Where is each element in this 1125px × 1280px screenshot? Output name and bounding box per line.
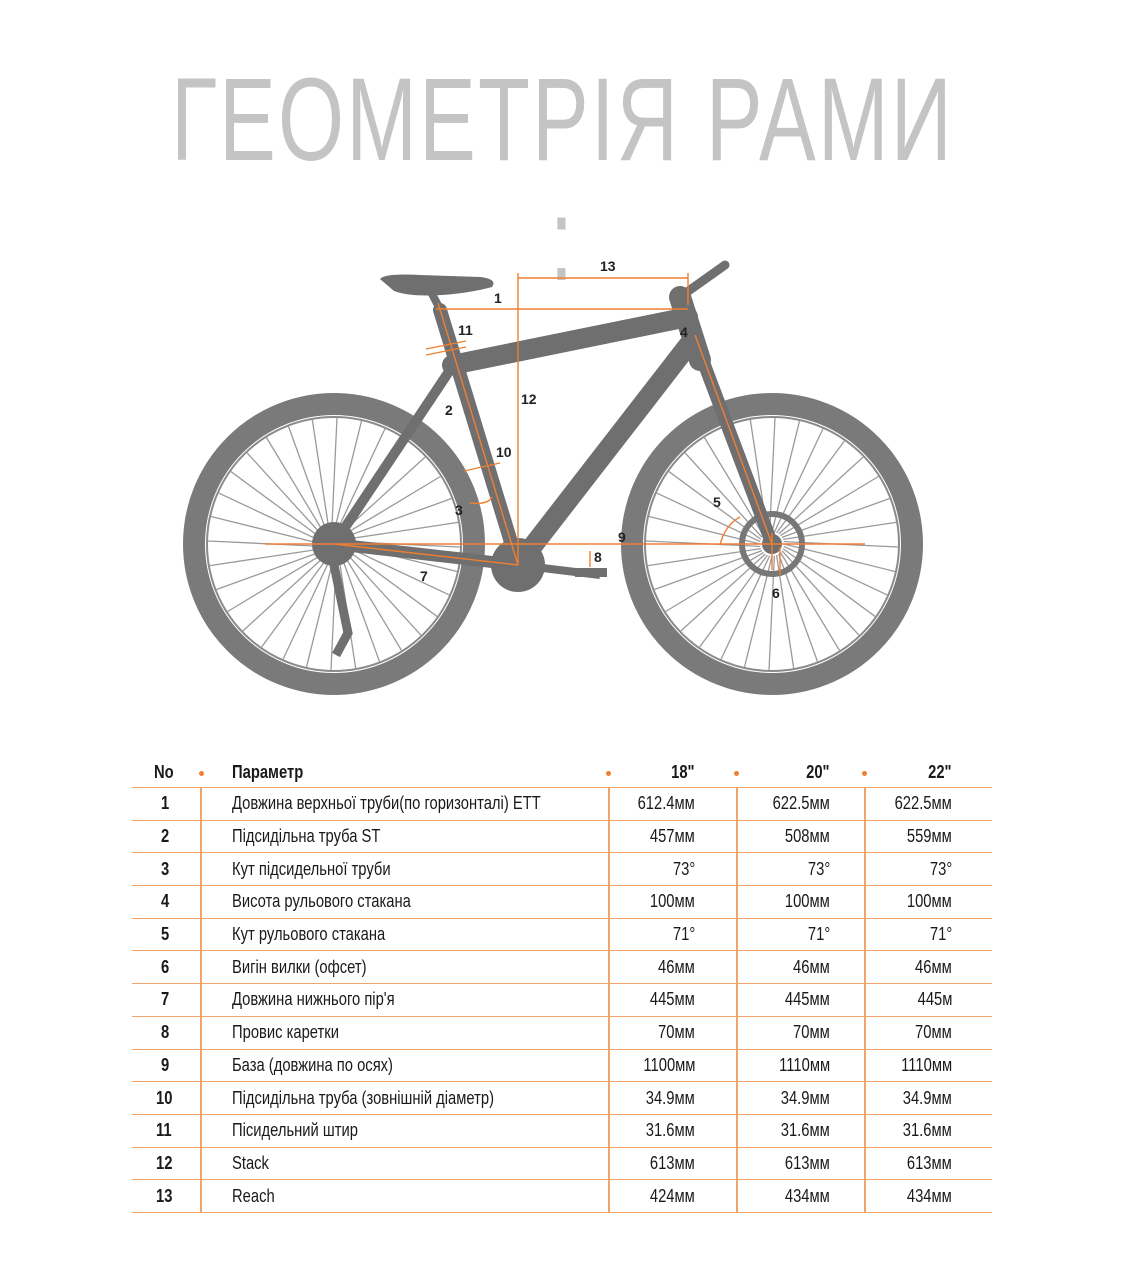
row-value-22: 73° bbox=[929, 858, 952, 879]
table-header bbox=[132, 758, 992, 788]
column-divider bbox=[608, 1082, 610, 1114]
row-value-18: 1100мм bbox=[642, 1054, 695, 1075]
dimension-label-7: 7 bbox=[420, 568, 428, 584]
row-parameter: Stack bbox=[232, 1152, 269, 1173]
table-row bbox=[132, 919, 992, 952]
dimension-label-4: 4 bbox=[680, 324, 688, 340]
column-divider bbox=[736, 1082, 738, 1114]
saddle bbox=[380, 275, 494, 296]
column-divider bbox=[736, 788, 738, 820]
column-divider bbox=[608, 1050, 610, 1082]
row-number: 12 bbox=[155, 1152, 173, 1173]
table-row bbox=[132, 951, 992, 984]
row-value-20: 46мм bbox=[793, 956, 830, 977]
header-param: Параметр bbox=[232, 762, 304, 782]
header-dot bbox=[606, 771, 611, 776]
column-divider bbox=[200, 1115, 202, 1147]
row-number: 7 bbox=[160, 989, 170, 1010]
column-divider bbox=[864, 1115, 866, 1147]
row-value-20: 508мм bbox=[785, 826, 830, 847]
dimension-label-10: 10 bbox=[496, 444, 512, 460]
table-row bbox=[132, 1115, 992, 1148]
column-divider bbox=[608, 853, 610, 885]
row-value-18: 70мм bbox=[658, 1022, 695, 1043]
column-divider bbox=[736, 1180, 738, 1212]
row-value-22: 559мм bbox=[907, 826, 952, 847]
row-value-20: 622.5мм bbox=[772, 793, 830, 814]
column-divider bbox=[864, 984, 866, 1016]
table-row bbox=[132, 984, 992, 1017]
dimension-label-11: 11 bbox=[458, 322, 473, 338]
row-value-18: 46мм bbox=[658, 956, 695, 977]
column-divider bbox=[736, 1050, 738, 1082]
column-divider bbox=[200, 821, 202, 853]
row-value-20: 34.9мм bbox=[780, 1087, 830, 1108]
dimension-label-9: 9 bbox=[618, 529, 626, 545]
column-divider bbox=[864, 919, 866, 951]
column-divider bbox=[608, 1148, 610, 1180]
row-parameter: Довжина нижнього пір'я bbox=[232, 989, 395, 1010]
column-divider bbox=[864, 1050, 866, 1082]
column-divider bbox=[200, 1148, 202, 1180]
row-value-22: 613мм bbox=[907, 1152, 952, 1173]
row-number: 4 bbox=[160, 891, 170, 912]
column-divider bbox=[608, 788, 610, 820]
row-number: 13 bbox=[155, 1185, 173, 1206]
table-row bbox=[132, 1082, 992, 1115]
row-value-20: 71° bbox=[807, 924, 830, 945]
dimension-label-5: 5 bbox=[713, 494, 721, 510]
row-value-22: 46мм bbox=[915, 956, 952, 977]
column-divider bbox=[736, 984, 738, 1016]
row-value-18: 612.4мм bbox=[637, 793, 695, 814]
column-divider bbox=[736, 1148, 738, 1180]
row-parameter: Вигін вилки (офсет) bbox=[232, 956, 367, 977]
row-value-22: 622.5мм bbox=[894, 793, 952, 814]
row-number: 5 bbox=[160, 924, 170, 945]
row-number: 1 bbox=[160, 793, 170, 814]
column-divider bbox=[200, 951, 202, 983]
row-value-20: 73° bbox=[807, 858, 830, 879]
column-divider bbox=[608, 886, 610, 918]
dimension-label-1: 1 bbox=[494, 290, 502, 306]
row-value-20: 434мм bbox=[785, 1185, 830, 1206]
column-divider bbox=[736, 919, 738, 951]
row-value-18: 34.9мм bbox=[645, 1087, 695, 1108]
dimension-label-13: 13 bbox=[600, 258, 616, 274]
column-divider bbox=[864, 1148, 866, 1180]
table-row bbox=[132, 788, 992, 821]
column-divider bbox=[608, 1180, 610, 1212]
column-divider bbox=[608, 1115, 610, 1147]
header-dot bbox=[734, 771, 739, 776]
header-size-22: 22" bbox=[928, 762, 952, 782]
column-divider bbox=[736, 853, 738, 885]
row-value-18: 31.6мм bbox=[645, 1120, 695, 1141]
dimension-label-2: 2 bbox=[445, 402, 453, 418]
row-parameter: Reach bbox=[232, 1185, 275, 1206]
column-divider bbox=[200, 886, 202, 918]
row-value-18: 100мм bbox=[650, 891, 695, 912]
header-no: No bbox=[154, 762, 174, 782]
row-value-20: 1110мм bbox=[779, 1054, 830, 1075]
row-value-20: 31.6мм bbox=[780, 1120, 830, 1141]
dimension-label-3: 3 bbox=[455, 502, 463, 518]
column-divider bbox=[200, 1180, 202, 1212]
column-divider bbox=[736, 821, 738, 853]
column-divider bbox=[864, 1017, 866, 1049]
column-divider bbox=[200, 919, 202, 951]
header-size-18: 18" bbox=[671, 762, 695, 782]
dimension-label-12: 12 bbox=[521, 391, 537, 407]
table-row bbox=[132, 853, 992, 886]
column-divider bbox=[200, 853, 202, 885]
row-value-18: 71° bbox=[672, 924, 695, 945]
bike-geometry-diagram bbox=[180, 235, 960, 705]
table-row bbox=[132, 886, 992, 919]
header-dot bbox=[862, 771, 867, 776]
row-value-18: 424мм bbox=[650, 1185, 695, 1206]
geometry-table bbox=[132, 758, 992, 1213]
row-parameter: Висота рульового стакана bbox=[232, 891, 411, 912]
row-number: 11 bbox=[156, 1120, 173, 1141]
table-row bbox=[132, 1050, 992, 1083]
column-divider bbox=[608, 984, 610, 1016]
column-divider bbox=[200, 1082, 202, 1114]
row-parameter: База (довжина по осях) bbox=[232, 1054, 393, 1075]
column-divider bbox=[864, 951, 866, 983]
row-value-20: 445мм bbox=[785, 989, 830, 1010]
row-number: 9 bbox=[160, 1054, 170, 1075]
table-row bbox=[132, 1148, 992, 1181]
row-number: 8 bbox=[160, 1022, 170, 1043]
row-value-18: 73° bbox=[672, 858, 695, 879]
row-value-20: 70мм bbox=[793, 1022, 830, 1043]
dimension-label-8: 8 bbox=[594, 549, 602, 565]
column-divider bbox=[736, 1017, 738, 1049]
column-divider bbox=[864, 821, 866, 853]
row-parameter: Кут рульового стакана bbox=[232, 924, 386, 945]
row-value-22: 70мм bbox=[915, 1022, 952, 1043]
row-parameter: Довжина верхньої труби(по горизонталі) ETT bbox=[232, 793, 541, 814]
column-divider bbox=[608, 1017, 610, 1049]
column-divider bbox=[864, 853, 866, 885]
row-value-20: 100мм bbox=[785, 891, 830, 912]
column-divider bbox=[608, 951, 610, 983]
row-value-22: 34.9мм bbox=[902, 1087, 952, 1108]
column-divider bbox=[200, 788, 202, 820]
row-parameter: Провис каретки bbox=[232, 1022, 339, 1043]
dimension-label-6: 6 bbox=[772, 585, 780, 601]
table-row bbox=[132, 821, 992, 854]
row-value-22: 100мм bbox=[907, 891, 952, 912]
column-divider bbox=[200, 1017, 202, 1049]
row-value-22: 71° bbox=[929, 924, 952, 945]
column-divider bbox=[736, 951, 738, 983]
column-divider bbox=[200, 1050, 202, 1082]
column-divider bbox=[200, 984, 202, 1016]
row-value-22: 445м bbox=[917, 989, 952, 1010]
row-number: 2 bbox=[160, 826, 170, 847]
column-divider bbox=[608, 821, 610, 853]
row-value-22: 1110мм bbox=[901, 1054, 952, 1075]
row-value-20: 613мм bbox=[785, 1152, 830, 1173]
header-dot bbox=[199, 771, 204, 776]
row-number: 6 bbox=[160, 956, 170, 977]
column-divider bbox=[864, 886, 866, 918]
column-divider bbox=[864, 1082, 866, 1114]
row-parameter: Пісидельний штир bbox=[232, 1120, 358, 1141]
column-divider bbox=[864, 788, 866, 820]
row-number: 10 bbox=[155, 1087, 173, 1108]
column-divider bbox=[736, 886, 738, 918]
row-parameter: Підсидільна труба ST bbox=[232, 826, 381, 847]
row-value-18: 613мм bbox=[650, 1152, 695, 1173]
table-row bbox=[132, 1180, 992, 1213]
column-divider bbox=[608, 919, 610, 951]
table-row bbox=[132, 1017, 992, 1050]
row-value-18: 445мм bbox=[650, 989, 695, 1010]
header-size-20: 20" bbox=[806, 762, 830, 782]
row-number: 3 bbox=[160, 858, 170, 879]
row-value-22: 434мм bbox=[907, 1185, 952, 1206]
column-divider bbox=[736, 1115, 738, 1147]
row-parameter: Кут підсидельної труби bbox=[232, 858, 391, 879]
row-parameter: Підсидільна труба (зовнішній діаметр) bbox=[232, 1087, 495, 1108]
row-value-22: 31.6мм bbox=[902, 1120, 952, 1141]
row-value-18: 457мм bbox=[650, 826, 695, 847]
column-divider bbox=[864, 1180, 866, 1212]
page-title: ГЕОМЕТРІЯ РАМИ : bbox=[170, 54, 955, 306]
